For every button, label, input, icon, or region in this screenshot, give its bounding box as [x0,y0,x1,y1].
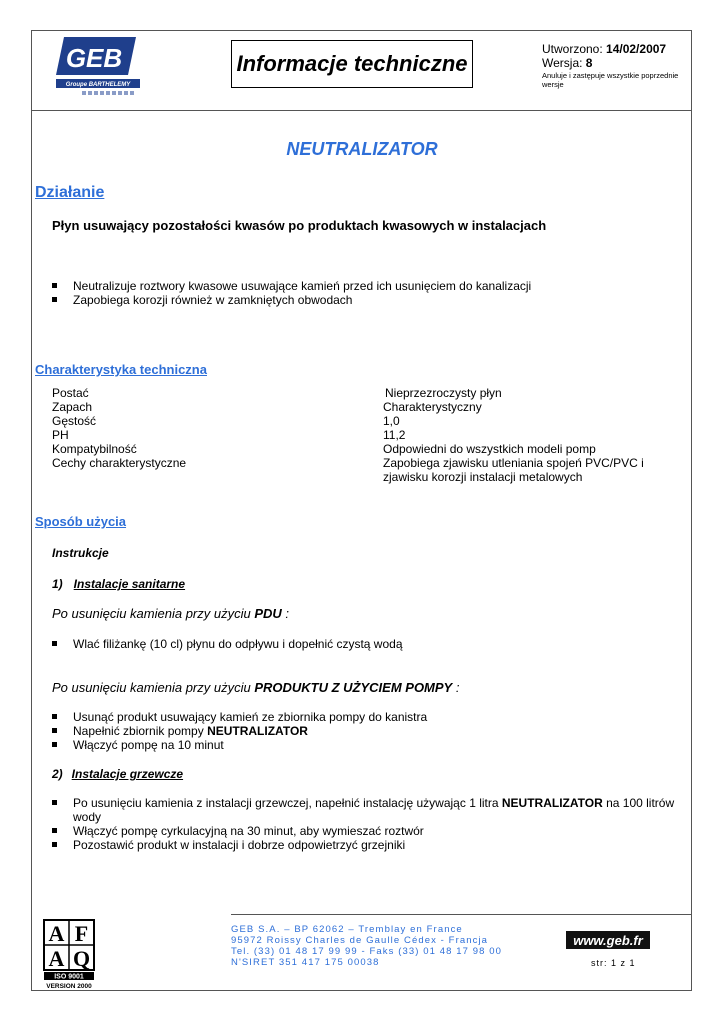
section-heading-action: Działanie [35,184,105,201]
section-heading-usage: Sposób użycia [35,514,127,529]
footer-line: N'SIRET 351 417 175 00038 [231,957,380,968]
pump-intro: Po usunięciu kamienia przy użyciu PRODUKTU Z UŻYCIEM POMPY : [52,680,460,695]
char-value-continuation: zjawisku korozji instalacji metalowych [383,470,583,484]
char-label: Cechy charakterystyczne [52,456,187,470]
footer-divider [231,914,692,915]
char-label: PH [52,428,69,442]
svg-text:F: F [74,921,89,946]
document-title: Informacje techniczne [231,40,473,88]
company-address [231,924,502,968]
char-label: Kompatybilność [52,442,137,456]
subsection-heating: 2) Instalacje grzewcze [52,767,184,781]
char-label: Zapach [52,400,93,414]
product-name: NEUTRALIZATOR [286,139,438,159]
svg-text:Groupe BARTHELEMY: Groupe BARTHELEMY [65,82,131,88]
footer-line: GEB S.A. – BP 62062 – Tremblay en France [231,924,463,935]
footer-line: 95972 Roissy Charles de Gaulle Cédex - Francja [231,935,489,946]
char-value: Zapobiega zjawisku utleniania spojeń PVC/PVC i [383,456,644,470]
char-value: 11,2 [383,428,406,442]
char-value: 1,0 [383,414,400,428]
instructions-heading: Instrukcje [52,546,109,560]
char-value: Nieprzezroczysty płyn [385,386,502,400]
version-number: 8 [585,56,593,70]
created-date: 14/02/2007 [606,42,667,56]
pdu-intro: Po usunięciu kamienia przy użyciu PDU : [52,606,290,621]
header-divider [31,110,692,111]
website-link[interactable]: www.geb.fr [566,931,650,949]
svg-text:ISO 9001: ISO 9001 [54,973,84,981]
version-label: Wersja: [542,56,586,70]
action-lead: Płyn usuwający pozostałości kwasów po produktach kwasowych w instalacjach [52,218,547,233]
document-meta [542,42,690,89]
char-label: Gęstość [52,414,97,428]
created-label: Utworzono: [542,42,607,56]
svg-text:A: A [48,946,65,971]
svg-text:Q: Q [72,946,91,971]
page-number: str: 1 z 1 [591,958,636,968]
svg-text:VERSION 2000: VERSION 2000 [46,983,92,990]
svg-text:A: A [48,921,65,946]
char-value: Charakterystyczny [383,400,482,414]
footer-line: Tel. (33) 01 48 17 99 99 - Faks (33) 01 48 17 98 00 [231,946,503,957]
char-label: Postać [52,386,89,400]
section-heading-characteristics: Charakterystyka techniczna [35,362,207,377]
afaq-iso-certification-logo [40,916,98,990]
supersede-note: Anuluje i zastępuje wszystkie poprzednie wersje [542,71,679,89]
svg-text:GEB: GEB [65,43,123,73]
subsection-sanitary: 1) Instalacje sanitarne [52,577,186,591]
geb-logo [56,35,140,99]
char-value: Odpowiedni do wszystkich modeli pomp [383,442,596,456]
